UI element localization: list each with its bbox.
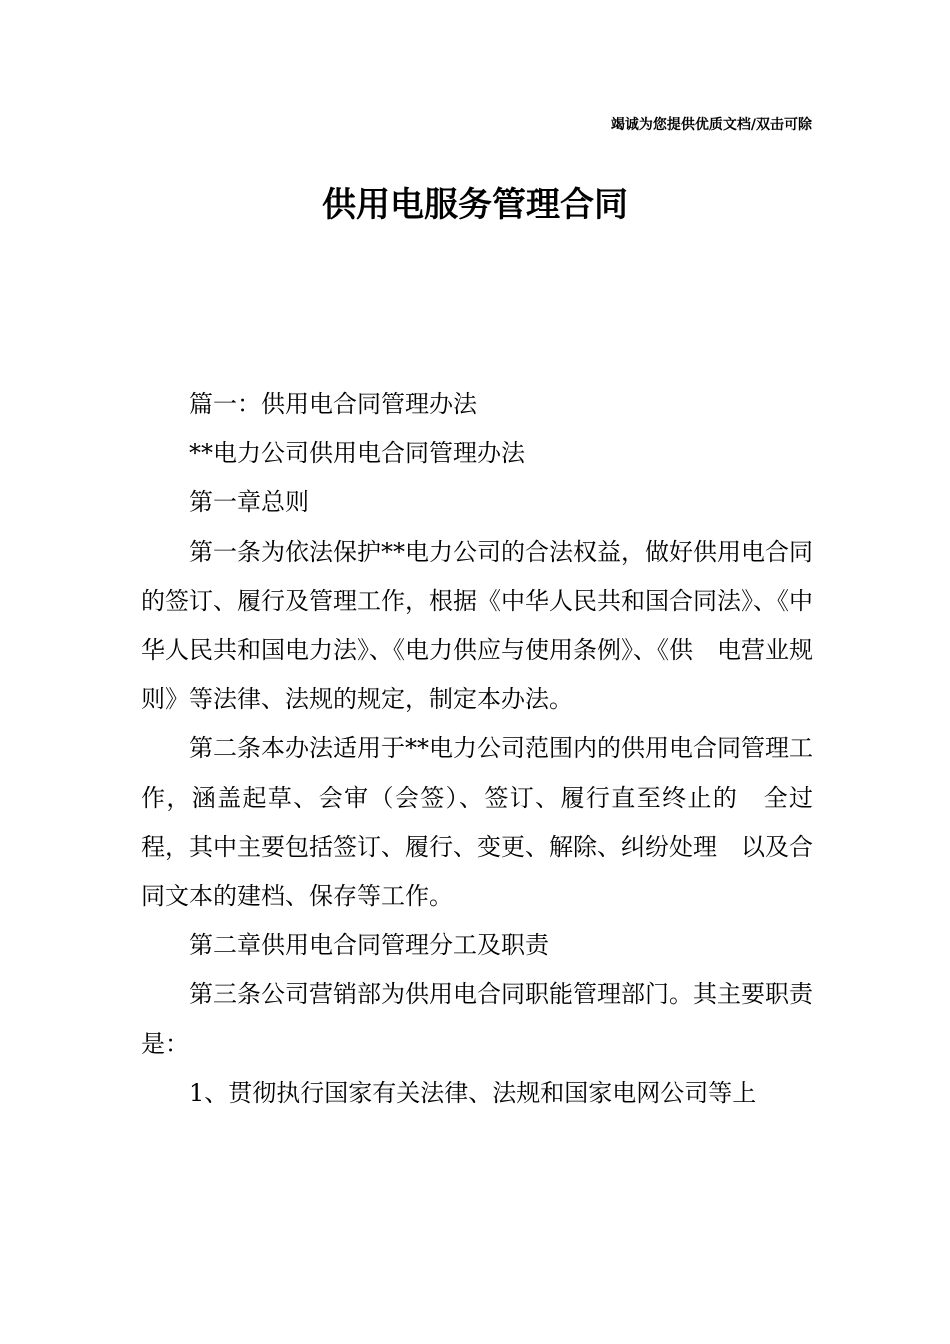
paragraph-article-3: 第三条公司营销部为供用电合同职能管理部门。其主要职责是： bbox=[141, 980, 813, 1058]
paragraph-chapter-2-heading: 第二章供用电合同管理分工及职责 bbox=[189, 931, 549, 960]
paragraph-item-1: 1、贯彻执行国家有关法律、法规和国家电网公司等上 bbox=[189, 1078, 757, 1107]
paragraph-article-2: 第二条本办法适用于**电力公司范围内的供用电合同管理工作，涵盖起草、会审（会签）、签订、履行直至终止的 全过程，其中主要包括签订、履行、变更、解除、纠纷处理 以及合同文本的建档、保存等工作。 bbox=[141, 734, 813, 911]
paragraph-chapter-1-heading: 第一章总则 bbox=[189, 488, 309, 517]
paragraph-section-heading: 篇一：供用电合同管理办法 bbox=[189, 390, 477, 418]
paragraph-measures-title: **电力公司供用电合同管理办法 bbox=[189, 439, 525, 468]
paragraph-article-1: 第一条为依法保护**电力公司的合法权益，做好供用电合同的签订、履行及管理工作，根据《中华人民共和国合同法》、《中华人民共和国电力法》、《电力供应与使用条例》、《供 电营业规则》等法律、法规的规定，制定本办法。 bbox=[141, 537, 813, 714]
document-body bbox=[141, 380, 813, 1118]
header-note: 竭诚为您提供优质文档/双击可除 bbox=[610, 117, 812, 133]
document-title: 供用电服务管理合同 bbox=[322, 185, 628, 225]
